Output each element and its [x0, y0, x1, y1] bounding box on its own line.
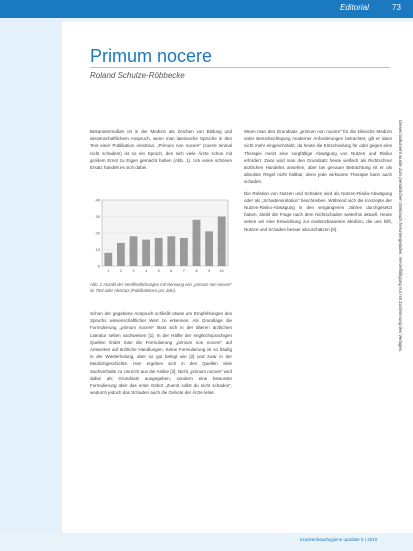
bar — [142, 240, 150, 266]
figure-chart — [90, 196, 232, 276]
bar — [117, 243, 125, 266]
x-tick-label: 5 — [157, 269, 160, 273]
x-tick-label: 3 — [132, 269, 135, 273]
x-tick-label: 1 — [107, 269, 110, 273]
bar — [130, 236, 138, 266]
footer-bar — [0, 533, 413, 551]
y-tick-label: 20 — [95, 230, 100, 236]
x-tick-label: 9 — [208, 269, 211, 273]
figure-caption: Abb. 1 Anzahl der Veröffentlichungen mit Nennung von „primum non nocere“ im Titel oder Abstract (Publikationen pro Jahr). — [90, 282, 232, 293]
bar — [104, 253, 112, 266]
bar-chart — [90, 196, 232, 276]
copyright-text: Dieses Dokument wurde zum persönlichen Gebrauch heruntergeladen. Vervielfältigung nur mit Zustimmung des Verlages. — [398, 120, 403, 353]
x-tick-label: 4 — [145, 269, 148, 273]
y-tick-label: 40 — [95, 197, 100, 203]
vertical-copyright-note — [398, 120, 411, 520]
bar — [167, 236, 175, 266]
bar — [180, 238, 188, 266]
bar — [218, 217, 226, 267]
bar — [205, 231, 213, 266]
paragraph: Schon der gegebene Anspruch schließt etwas um Empfehlungen des Spruchs wissenschaftlicher Wert zu erkennen. Als Grundlage die Formulierung „primum nocere“ lässt sich in der älteren ärztlichen Literatur selten nachweisen [1]. In der Hälfte der englischsprachigen Quellen findet man die Formulierung „primum non nocere“ auf Antworten auf ärztliche Handlungen. Keine Formulierung ist so häufig in der Wiederholung, aber so gut belegt wie [2] und zwar in der Medizingeschichte. Hier ergeben sich in den Quellen viele Sachverhalte zu Unrecht aus der Antike [3]. Nicht „primum nocere“ wird dabei als Grundsatz ausgegeben, sondern eine bewusste Formulierung über das erste Gebot „Zuerst sollst du nicht schaden“, wodurch jedoch das Schaden auch die Gebote der Ärzte leitet. — [90, 311, 232, 396]
bar — [155, 238, 163, 266]
page-number: 73 — [392, 3, 401, 12]
x-tick-label: 8 — [195, 269, 198, 273]
y-tick-label: 0 — [97, 263, 100, 269]
body-column-left-top — [90, 128, 232, 175]
bar — [193, 220, 201, 266]
x-tick-label: 6 — [170, 269, 173, 273]
paragraph: Bekanntermaßen ist in der Medizin als Zeichen von Bildung und wissenschaftlichem Anspruch, wenn man lateinische Sprüche in den Text einer Publikation einstreut. „Primum non nocere“ (zuerst einmal nicht schaden!) ist so ein Spruch, den sich viele Ärzte schon mit großem Ernst zu Eigen gemacht haben (Abb. 1). Um einen schönen Ersatz handelt es sich dabei. — [90, 129, 232, 171]
footer-journal: Krankenhaushygiene up2date 5 | 2010 — [300, 537, 378, 542]
article-author: Roland Schulze-Röbbecke — [90, 71, 185, 80]
y-tick-label: 10 — [95, 247, 100, 252]
body-column-right — [244, 128, 392, 237]
paragraph: Die Relation von Nutzen und Schaden wird als Nutzen-Risiko-Abwägung oder als „Schadensrelation“ beschrieben. Während sich die Konzepte der Nutzen-Risiko-Abwägung in den vergangenen Jahren durchgesetzt haben, bleibt die Frage nach dem Nichtschaden weiterhin aktuell. Heute sehen wir eine Entwicklung zur evidenzbasierten Medizin, die uns hilft, Nutzen und Schaden besser abzuschätzen [6]. — [244, 190, 392, 232]
section-label: Editorial — [340, 3, 369, 12]
y-tick-label: 30 — [95, 214, 100, 219]
article-title: Primum nocere — [90, 46, 213, 66]
paragraph: Wenn man den Grundsatz „primum non nocere“ für die klinische Medizin unter Berücksichtigung moderner Anforderungen betrachtet, gilt er dann nicht mehr eingeschränkt, da heute die Entscheidung für oder gegen eine Therapie meist eine sorgfältige Abwägung von Nutzen und Risiko erfordert. Zwar wird man den Grundsatz heute vielfach als Richtschnur ärztlichen Handelns ansehen, aber bei genauer Betrachtung ist er als absolute Regel nicht haltbar, denn jede wirksame Therapie kann auch schaden. — [244, 129, 392, 185]
body-column-left-bottom — [90, 310, 232, 400]
title-rule — [90, 67, 390, 68]
x-tick-label: 7 — [182, 269, 185, 273]
left-margin-band — [0, 18, 62, 538]
x-tick-label: 10 — [219, 269, 224, 273]
x-tick-label: 2 — [119, 269, 122, 273]
